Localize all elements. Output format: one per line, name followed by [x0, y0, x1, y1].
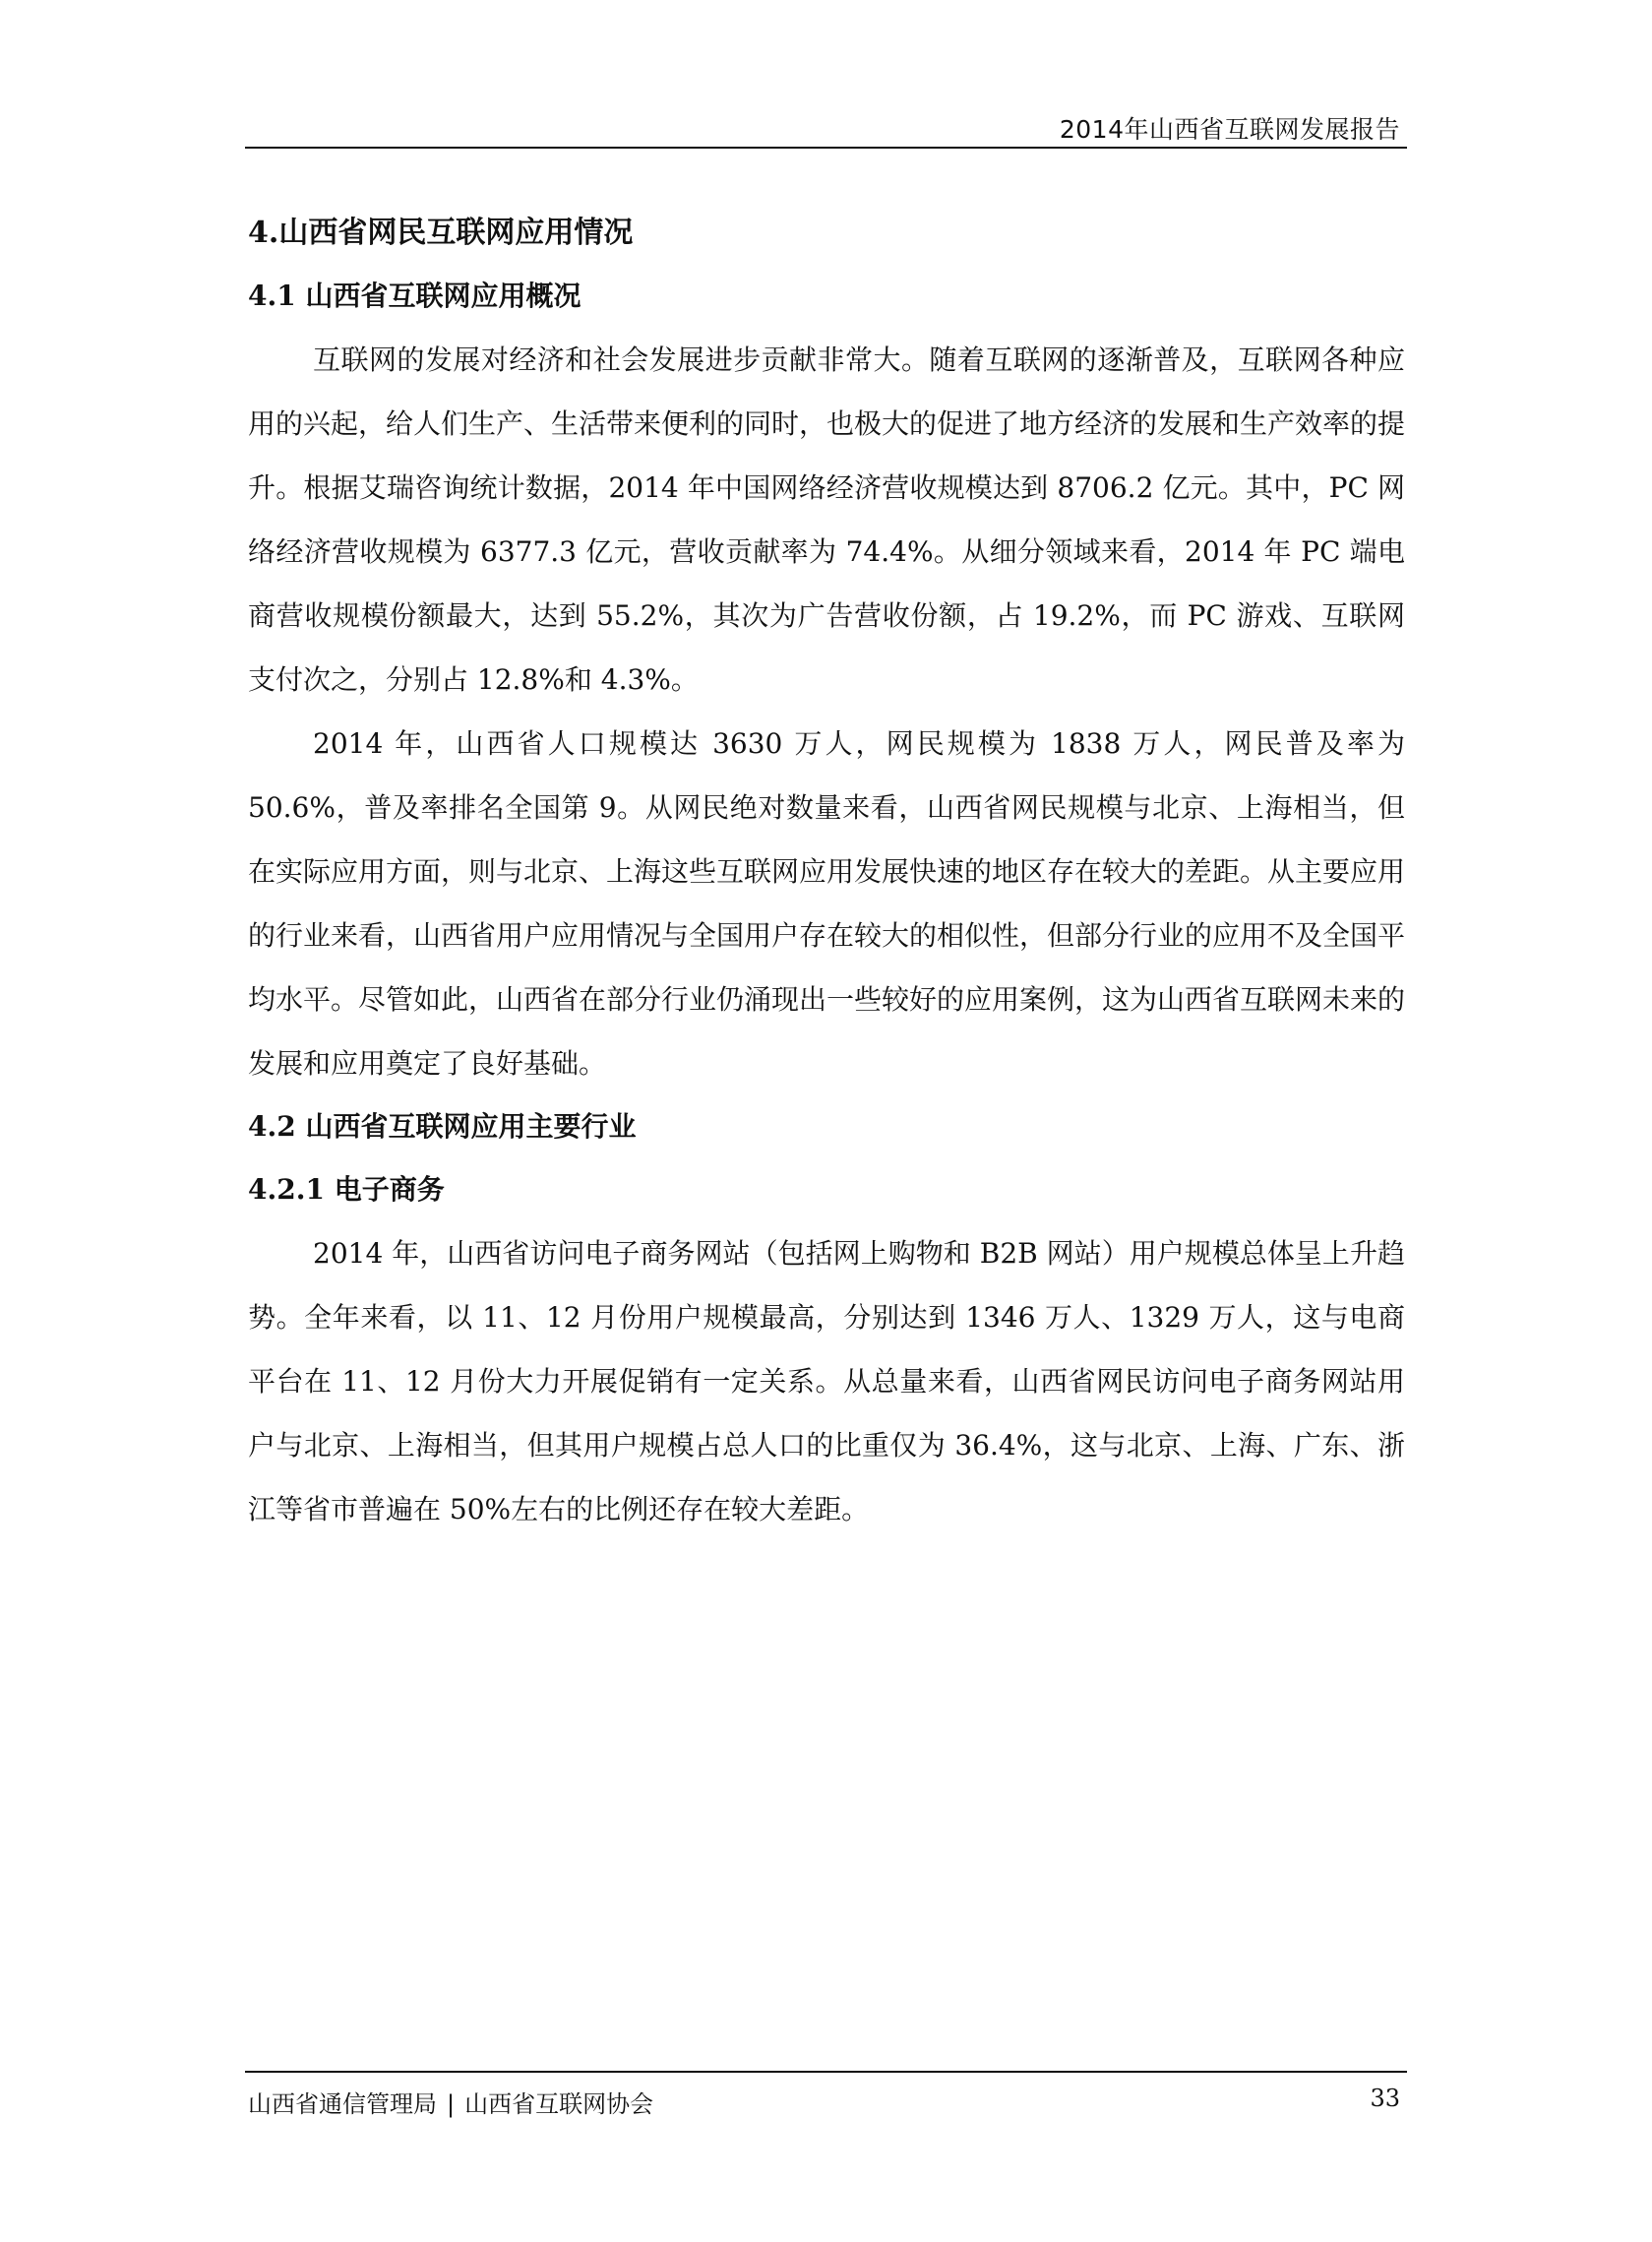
page-content: [248, 202, 1405, 1541]
paragraph: 2014 年，山西省人口规模达 3630 万人，网民规模为 1838 万人，网民普及率为 50.6%，普及率排名全国第 9。从网民绝对数量来看，山西省网民规模与北京、上海相当，但在实际应用方面，则与北京、上海这些互联网应用发展快速的地区存在较大的差距。从主要应用的行业来看，山西省用户应用情况与全国用户存在较大的相似性，但部分行业的应用不及全国平均水平。尽管如此，山西省在部分行业仍涌现出一些较好的应用案例，这为山西省互联网未来的发展和应用奠定了良好基础。: [248, 727, 1406, 1080]
header-divider: [245, 147, 1407, 149]
section-title: 4.山西省网民互联网应用情况: [248, 216, 634, 250]
footer-organizations: [248, 2085, 653, 2119]
subsection-title-4-1: 4.1 山西省互联网应用概况: [248, 280, 581, 312]
paragraph: 互联网的发展对经济和社会发展进步贡献非常大。随着互联网的逐渐普及，互联网各种应用的兴起，给人们生产、生活带来便利的同时，也极大的促进了地方经济的发展和生产效率的提升。根据艾瑞咨询统计数据，2014 年中国网络经济营收规模达到 8706.2 亿元。其中，PC 网络经济营收规模为 6377.3 亿元，营收贡献率为 74.4%。从细分领域来看，2014 年 PC 端电商营收规模份额最大，达到 55.2%，其次为广告营收份额，占 19.2%，而 PC 游戏、互联网支付次之，分别占 12.8%和 4.3%。: [248, 343, 1406, 696]
subsection-title-4-2-1: 4.2.1 电子商务: [248, 1173, 445, 1206]
subsection-title-4-2: 4.2 山西省互联网应用主要行业: [248, 1110, 637, 1143]
footer-separator: |: [447, 2090, 456, 2118]
footer-divider: [245, 2071, 1407, 2073]
running-header: 2014年山西省互联网发展报告: [1059, 115, 1400, 144]
page-number: 33: [1370, 2085, 1400, 2112]
footer-org-right: 山西省互联网协会: [464, 2090, 654, 2118]
footer-org-left: 山西省通信管理局: [248, 2090, 437, 2118]
paragraph: 2014 年，山西省访问电子商务网站（包括网上购物和 B2B 网站）用户规模总体呈上升趋势。全年来看，以 11、12 月份用户规模最高，分别达到 1346 万人、1329 万人，这与电商平台在 11、12 月份大力开展促销有一定关系。从总量来看，山西省网民访问电子商务网站用户与北京、上海相当，但其用户规模占总人口的比重仅为 36.4%，这与北京、上海、广东、浙江等省市普遍在 50%左右的比例还存在较大差距。: [248, 1237, 1405, 1526]
